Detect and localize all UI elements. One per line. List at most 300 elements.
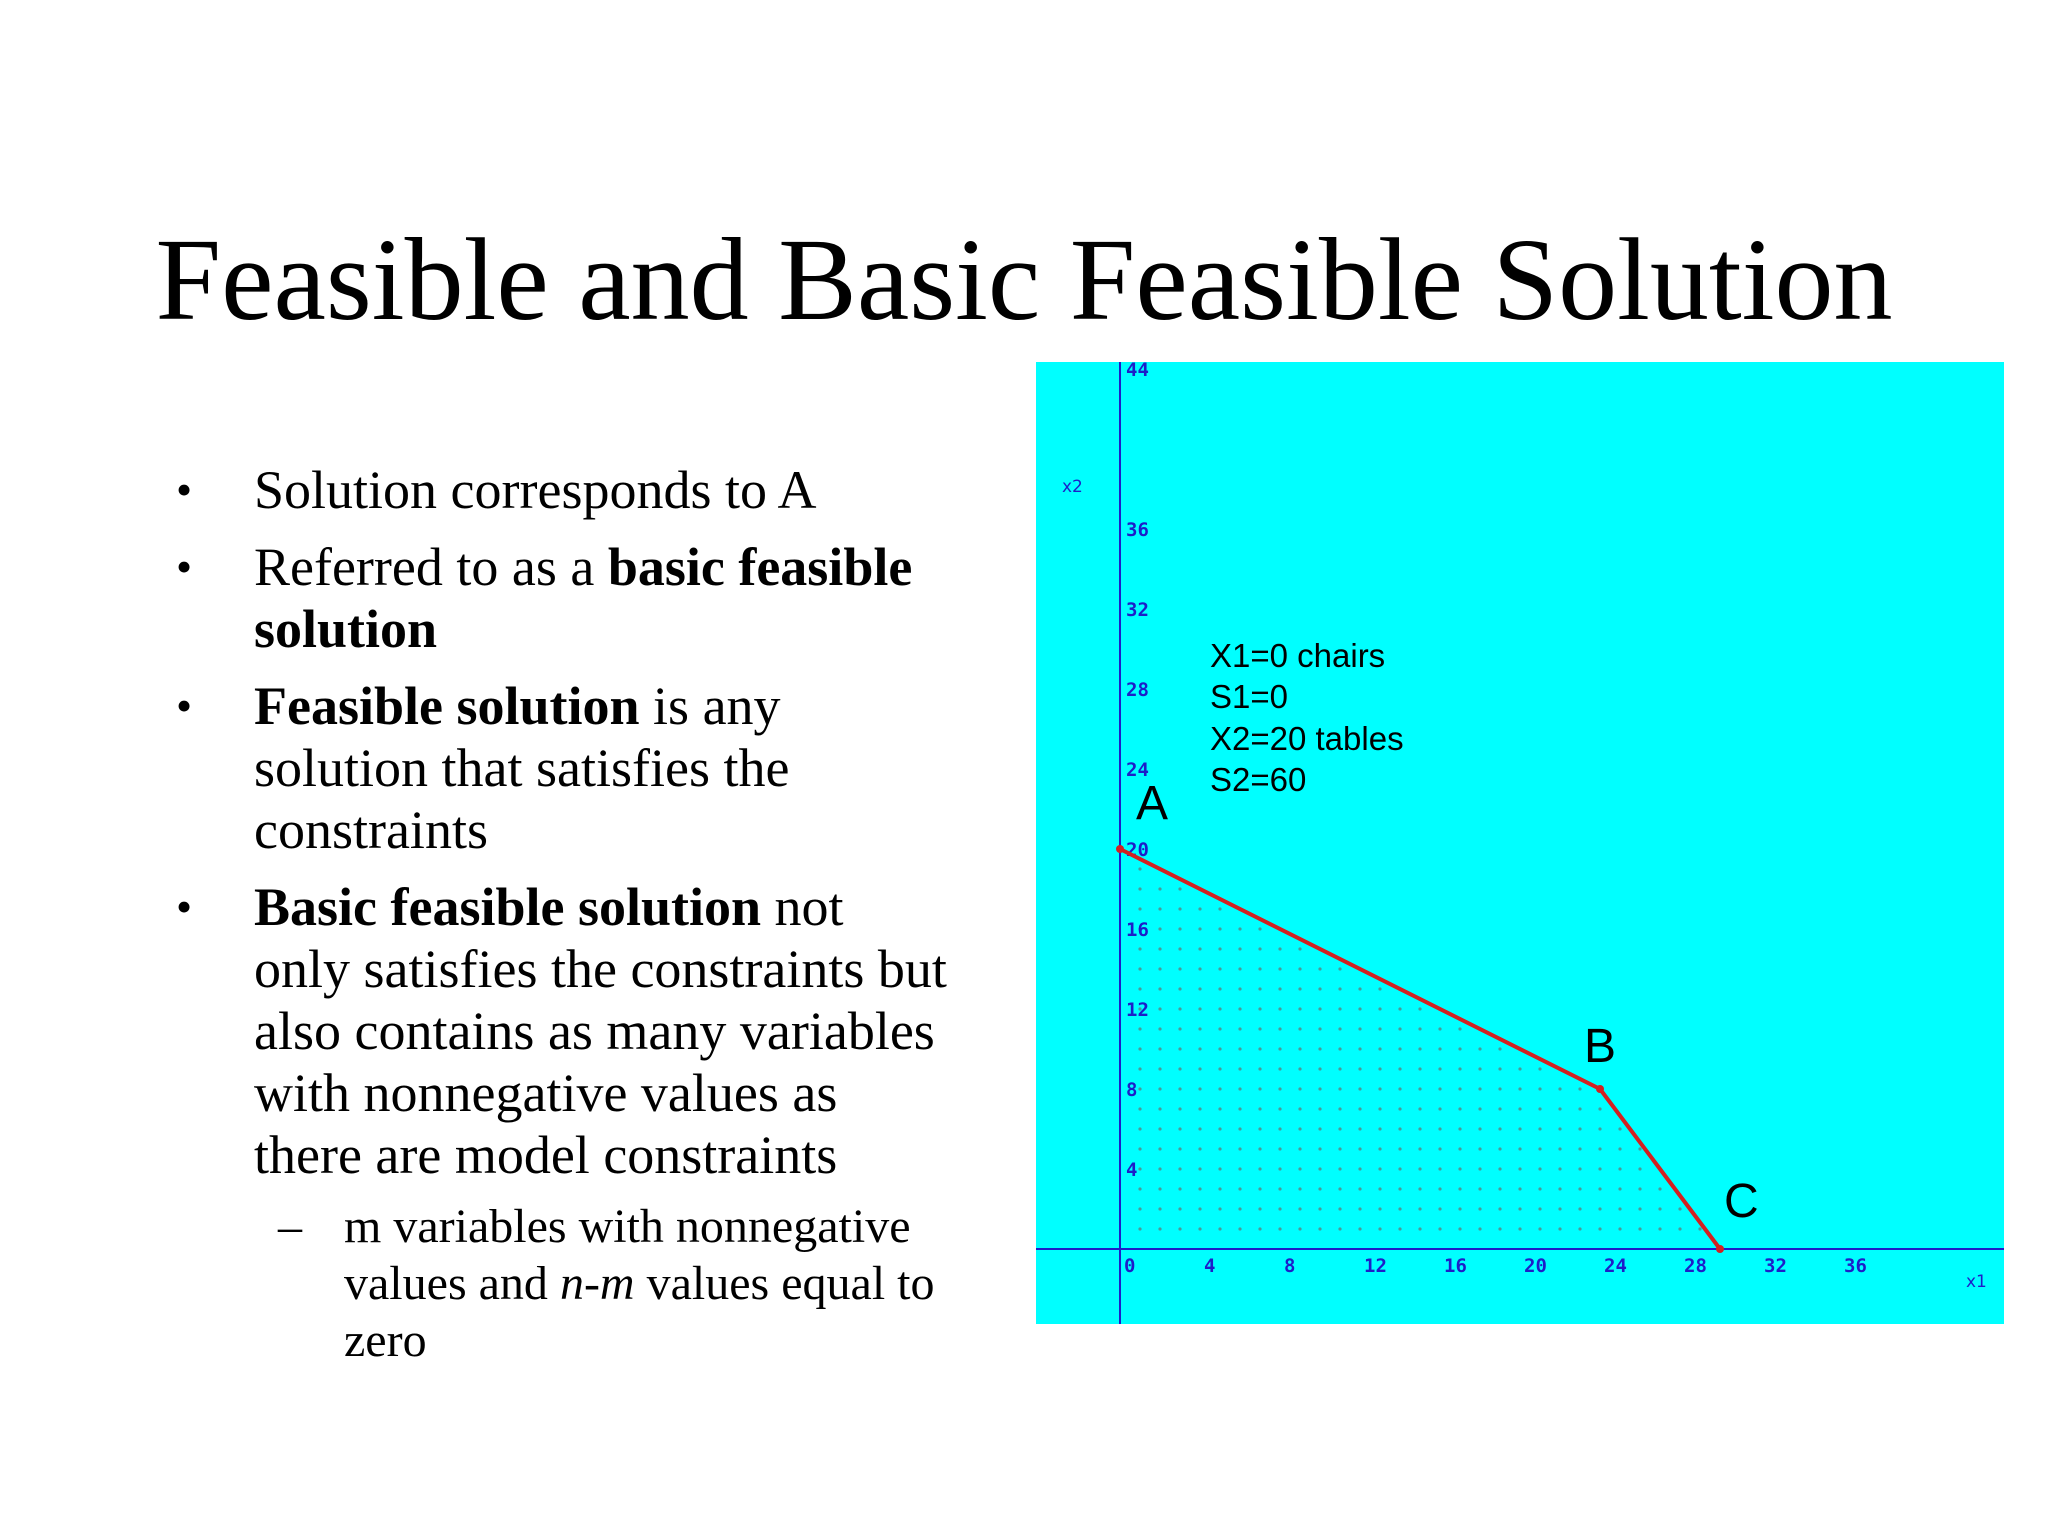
region-dot — [1358, 1227, 1361, 1230]
region-dot — [1258, 1187, 1261, 1190]
region-dot — [1178, 1047, 1181, 1050]
region-dot — [1138, 1047, 1141, 1050]
region-dot — [1458, 1187, 1461, 1190]
region-dot — [1178, 1127, 1181, 1130]
y-axis-label: x2 — [1062, 477, 1083, 497]
region-dot — [1278, 1227, 1281, 1230]
corner-point-a — [1116, 845, 1124, 853]
region-dot — [1378, 1167, 1381, 1170]
region-dot — [1398, 1227, 1401, 1230]
region-dot — [1218, 1167, 1221, 1170]
region-dot — [1318, 1007, 1321, 1010]
region-dot — [1218, 1047, 1221, 1050]
region-dot — [1258, 987, 1261, 990]
region-dot — [1558, 1107, 1561, 1110]
region-dot — [1678, 1227, 1681, 1230]
region-dot — [1498, 1207, 1501, 1210]
region-dot — [1158, 1107, 1161, 1110]
region-dot — [1358, 1047, 1361, 1050]
region-dot — [1198, 1227, 1201, 1230]
region-dot — [1158, 947, 1161, 950]
region-dot — [1638, 1167, 1641, 1170]
region-dot — [1478, 1127, 1481, 1130]
region-dot — [1458, 1107, 1461, 1110]
region-dot — [1218, 1187, 1221, 1190]
region-dot — [1198, 1127, 1201, 1130]
region-dot — [1178, 1147, 1181, 1150]
x-tick-label: 24 — [1604, 1255, 1627, 1277]
region-dot — [1598, 1107, 1601, 1110]
bullet-list — [0, 0, 1010, 1400]
region-dot — [1178, 1187, 1181, 1190]
region-dot — [1238, 947, 1241, 950]
region-dot — [1198, 1167, 1201, 1170]
region-dot — [1418, 1227, 1421, 1230]
region-dot — [1178, 967, 1181, 970]
y-axis-ticks — [1126, 362, 1149, 1181]
region-dot — [1198, 1087, 1201, 1090]
region-dot — [1158, 907, 1161, 910]
region-dot — [1218, 1207, 1221, 1210]
region-dot — [1538, 1227, 1541, 1230]
region-dot — [1258, 1027, 1261, 1030]
region-dot — [1138, 1147, 1141, 1150]
region-dot — [1158, 1127, 1161, 1130]
region-dot — [1298, 1147, 1301, 1150]
region-dot — [1438, 1207, 1441, 1210]
region-dot — [1318, 1127, 1321, 1130]
region-dot — [1538, 1147, 1541, 1150]
bullet-1-text: Solution corresponds to A — [254, 460, 817, 520]
region-dot — [1238, 1107, 1241, 1110]
region-dot — [1638, 1147, 1641, 1150]
region-dot — [1138, 1187, 1141, 1190]
region-dot — [1158, 887, 1161, 890]
region-dot — [1378, 1147, 1381, 1150]
info-x1: X1=0 chairs — [1210, 637, 1386, 674]
region-dot — [1218, 1007, 1221, 1010]
region-dot — [1278, 987, 1281, 990]
region-dot — [1138, 1227, 1141, 1230]
region-dot — [1518, 1187, 1521, 1190]
region-dot — [1338, 1147, 1341, 1150]
region-dot — [1298, 987, 1301, 990]
region-dot — [1238, 987, 1241, 990]
feasible-region-graph — [1036, 362, 2004, 1324]
solution-info — [1210, 637, 1404, 798]
region-dot — [1418, 1067, 1421, 1070]
region-dot — [1338, 1027, 1341, 1030]
bullet-2-line-1: Referred to as a basic feasible — [254, 537, 913, 597]
region-dot — [1218, 1027, 1221, 1030]
region-dot — [1298, 1207, 1301, 1210]
region-dot — [1318, 1167, 1321, 1170]
region-dot — [1298, 1227, 1301, 1230]
region-dot — [1138, 1067, 1141, 1070]
region-dot — [1218, 1067, 1221, 1070]
region-dot — [1198, 1147, 1201, 1150]
region-dot — [1238, 1067, 1241, 1070]
region-dot — [1598, 1207, 1601, 1210]
y-tick-label: 36 — [1126, 519, 1149, 541]
region-dot — [1318, 987, 1321, 990]
region-dot — [1518, 1167, 1521, 1170]
region-dot — [1138, 907, 1141, 910]
region-dot — [1258, 1167, 1261, 1170]
region-dot — [1638, 1207, 1641, 1210]
info-s2: S2=60 — [1210, 761, 1307, 798]
region-dot — [1178, 947, 1181, 950]
region-dot — [1178, 927, 1181, 930]
region-dot — [1178, 887, 1181, 890]
slide-title: Feasible and Basic Feasible Solution — [155, 214, 1893, 345]
region-dot — [1138, 887, 1141, 890]
region-dot — [1438, 1107, 1441, 1110]
region-dot — [1398, 1167, 1401, 1170]
region-dot — [1258, 947, 1261, 950]
region-dot — [1578, 1107, 1581, 1110]
region-dot — [1398, 1007, 1401, 1010]
region-dot — [1538, 1067, 1541, 1070]
region-dot — [1498, 1127, 1501, 1130]
region-dot — [1198, 1027, 1201, 1030]
region-dot — [1218, 1087, 1221, 1090]
region-dot — [1478, 1147, 1481, 1150]
region-dot — [1138, 1027, 1141, 1030]
region-dot — [1298, 1087, 1301, 1090]
region-dot — [1358, 1207, 1361, 1210]
region-dot — [1318, 1087, 1321, 1090]
region-dot — [1178, 907, 1181, 910]
region-dot — [1158, 1147, 1161, 1150]
info-s1: S1=0 — [1210, 678, 1288, 715]
region-dot — [1238, 1007, 1241, 1010]
region-dot — [1318, 1207, 1321, 1210]
region-dot — [1618, 1207, 1621, 1210]
region-dot — [1498, 1167, 1501, 1170]
region-dot — [1258, 1067, 1261, 1070]
region-dot — [1318, 1047, 1321, 1050]
region-dot — [1298, 947, 1301, 950]
region-dot — [1558, 1207, 1561, 1210]
region-dot — [1478, 1227, 1481, 1230]
region-dot — [1158, 1007, 1161, 1010]
x-tick-label: 36 — [1844, 1255, 1867, 1277]
y-tick-label: 28 — [1126, 679, 1149, 701]
region-dot — [1618, 1167, 1621, 1170]
region-dot — [1518, 1067, 1521, 1070]
region-dot — [1398, 1207, 1401, 1210]
region-dot — [1378, 1227, 1381, 1230]
region-dot — [1298, 1107, 1301, 1110]
bullet-2-line-2: solution — [254, 599, 438, 659]
bullet-4-line-4: with nonnegative values as — [254, 1063, 838, 1123]
region-dot — [1318, 1147, 1321, 1150]
region-dot — [1198, 907, 1201, 910]
point-label-c: C — [1724, 1175, 1759, 1228]
region-dot — [1438, 1167, 1441, 1170]
region-dot — [1238, 1187, 1241, 1190]
region-dot — [1278, 1147, 1281, 1150]
region-dot — [1598, 1127, 1601, 1130]
region-dot — [1338, 1227, 1341, 1230]
region-dot — [1138, 1127, 1141, 1130]
region-dot — [1278, 1087, 1281, 1090]
region-dot — [1378, 1207, 1381, 1210]
region-dot — [1278, 1067, 1281, 1070]
bullet-marker: • — [176, 541, 193, 592]
region-dot — [1198, 1207, 1201, 1210]
region-dot — [1598, 1227, 1601, 1230]
bullet-4-line-5: there are model constraints — [254, 1125, 838, 1185]
region-dot — [1438, 1027, 1441, 1030]
region-dot — [1358, 1007, 1361, 1010]
region-dot — [1458, 1127, 1461, 1130]
region-dot — [1258, 1207, 1261, 1210]
region-dot — [1198, 1007, 1201, 1010]
bullet-marker: • — [176, 464, 193, 515]
region-dot — [1198, 927, 1201, 930]
region-dot — [1438, 1147, 1441, 1150]
region-dot — [1578, 1147, 1581, 1150]
region-dot — [1238, 927, 1241, 930]
region-dot — [1438, 1047, 1441, 1050]
region-dot — [1498, 1087, 1501, 1090]
x-tick-label: 28 — [1684, 1255, 1707, 1277]
region-dot — [1138, 867, 1141, 870]
region-dot — [1438, 1227, 1441, 1230]
region-dot — [1358, 1087, 1361, 1090]
region-dot — [1278, 1187, 1281, 1190]
region-dot — [1538, 1167, 1541, 1170]
region-dot — [1278, 1047, 1281, 1050]
region-dot — [1558, 1127, 1561, 1130]
region-dot — [1498, 1227, 1501, 1230]
region-dot — [1338, 1047, 1341, 1050]
region-dot — [1278, 967, 1281, 970]
region-dot — [1538, 1107, 1541, 1110]
region-dot — [1238, 1147, 1241, 1150]
region-dot — [1518, 1207, 1521, 1210]
region-dot — [1178, 1227, 1181, 1230]
x-tick-label: 16 — [1444, 1255, 1467, 1277]
region-dot — [1378, 1067, 1381, 1070]
region-dot — [1578, 1187, 1581, 1190]
region-dot — [1598, 1167, 1601, 1170]
region-dot — [1258, 967, 1261, 970]
region-dot — [1478, 1167, 1481, 1170]
region-dot — [1458, 1047, 1461, 1050]
region-dot — [1238, 967, 1241, 970]
region-dot — [1198, 967, 1201, 970]
region-dot — [1458, 1227, 1461, 1230]
region-dot — [1278, 1167, 1281, 1170]
region-dot — [1458, 1167, 1461, 1170]
region-dot — [1418, 1207, 1421, 1210]
region-dot — [1498, 1187, 1501, 1190]
region-dot — [1518, 1127, 1521, 1130]
region-dot — [1298, 1127, 1301, 1130]
region-dot — [1318, 1107, 1321, 1110]
region-dot — [1178, 1027, 1181, 1030]
region-dot — [1398, 1047, 1401, 1050]
region-dot — [1658, 1187, 1661, 1190]
region-dot — [1158, 987, 1161, 990]
region-dot — [1298, 1047, 1301, 1050]
region-dot — [1538, 1207, 1541, 1210]
y-tick-label: 16 — [1126, 919, 1149, 941]
region-dot — [1338, 1187, 1341, 1190]
region-dot — [1358, 1167, 1361, 1170]
region-dot — [1158, 1207, 1161, 1210]
region-dot — [1618, 1127, 1621, 1130]
region-dot — [1678, 1207, 1681, 1210]
region-dot — [1178, 1067, 1181, 1070]
region-dot — [1558, 1167, 1561, 1170]
x-tick-label: 8 — [1284, 1255, 1296, 1277]
region-dot — [1138, 1207, 1141, 1210]
region-dot — [1518, 1107, 1521, 1110]
region-dot — [1338, 1067, 1341, 1070]
region-dot — [1158, 927, 1161, 930]
region-dot — [1658, 1227, 1661, 1230]
region-dot — [1358, 987, 1361, 990]
region-dot — [1278, 1007, 1281, 1010]
region-dot — [1418, 1147, 1421, 1150]
region-dot — [1538, 1087, 1541, 1090]
region-dot — [1198, 1047, 1201, 1050]
info-x2: X2=20 tables — [1210, 720, 1404, 757]
region-dot — [1378, 1087, 1381, 1090]
region-dot — [1378, 1007, 1381, 1010]
region-dot — [1338, 1007, 1341, 1010]
region-dot — [1158, 1187, 1161, 1190]
region-dot — [1138, 1087, 1141, 1090]
region-dot — [1378, 1187, 1381, 1190]
region-dot — [1578, 1227, 1581, 1230]
region-dot — [1438, 1067, 1441, 1070]
region-dot — [1398, 1147, 1401, 1150]
region-dot — [1498, 1067, 1501, 1070]
region-dot — [1198, 1107, 1201, 1110]
region-dot — [1358, 1187, 1361, 1190]
region-dot — [1258, 1107, 1261, 1110]
region-dot — [1178, 1207, 1181, 1210]
region-dot — [1338, 1207, 1341, 1210]
region-dot — [1358, 1147, 1361, 1150]
x-tick-label: 12 — [1364, 1255, 1387, 1277]
region-dot — [1518, 1087, 1521, 1090]
region-dot — [1278, 1107, 1281, 1110]
region-dot — [1498, 1107, 1501, 1110]
region-dot — [1198, 1067, 1201, 1070]
region-dot — [1258, 1047, 1261, 1050]
region-dot — [1178, 1007, 1181, 1010]
region-dot — [1138, 1107, 1141, 1110]
region-dot — [1298, 1007, 1301, 1010]
region-dot — [1418, 1107, 1421, 1110]
region-dot — [1298, 1067, 1301, 1070]
region-dot — [1518, 1227, 1521, 1230]
region-dot — [1438, 1127, 1441, 1130]
region-dot — [1238, 1127, 1241, 1130]
region-dot — [1618, 1187, 1621, 1190]
region-dot — [1698, 1227, 1701, 1230]
region-dot — [1318, 1227, 1321, 1230]
region-dot — [1538, 1127, 1541, 1130]
region-dot — [1178, 1167, 1181, 1170]
region-dot — [1258, 1147, 1261, 1150]
region-dot — [1258, 1087, 1261, 1090]
y-tick-label: 4 — [1126, 1159, 1138, 1181]
region-dot — [1198, 987, 1201, 990]
region-dot — [1258, 1227, 1261, 1230]
region-dot — [1658, 1207, 1661, 1210]
region-dot — [1238, 1047, 1241, 1050]
region-dot — [1478, 1107, 1481, 1110]
region-dot — [1398, 1187, 1401, 1190]
region-dot — [1478, 1187, 1481, 1190]
x-tick-label: 32 — [1764, 1255, 1787, 1277]
region-dot — [1338, 1087, 1341, 1090]
region-dot — [1378, 1107, 1381, 1110]
region-dot — [1298, 1167, 1301, 1170]
region-dot — [1358, 1107, 1361, 1110]
region-dot — [1358, 1027, 1361, 1030]
region-dot — [1478, 1207, 1481, 1210]
region-dot — [1378, 987, 1381, 990]
region-dot — [1278, 1127, 1281, 1130]
region-dot — [1178, 987, 1181, 990]
region-dot — [1598, 1187, 1601, 1190]
bullet-marker: • — [176, 680, 193, 731]
region-dot — [1278, 1027, 1281, 1030]
region-dot — [1618, 1147, 1621, 1150]
region-dot — [1278, 947, 1281, 950]
region-dot — [1158, 1067, 1161, 1070]
region-dot — [1398, 1107, 1401, 1110]
y-tick-label: 24 — [1126, 759, 1149, 781]
region-dot — [1298, 1027, 1301, 1030]
region-dot — [1258, 1127, 1261, 1130]
region-dot — [1138, 987, 1141, 990]
region-dot — [1378, 1047, 1381, 1050]
corner-point-c — [1716, 1245, 1724, 1253]
region-dot — [1398, 1087, 1401, 1090]
region-dot — [1558, 1187, 1561, 1190]
bullet-marker: • — [176, 881, 193, 932]
region-dot — [1278, 1207, 1281, 1210]
region-dot — [1398, 1127, 1401, 1130]
region-dot — [1538, 1187, 1541, 1190]
region-dot — [1218, 907, 1221, 910]
region-dot — [1198, 1187, 1201, 1190]
region-dot — [1238, 1167, 1241, 1170]
point-label-b: B — [1584, 1020, 1617, 1073]
region-dot — [1218, 967, 1221, 970]
region-dot — [1258, 1007, 1261, 1010]
region-dot — [1138, 1167, 1141, 1170]
region-dot — [1158, 1167, 1161, 1170]
region-dot — [1618, 1227, 1621, 1230]
region-dot — [1438, 1187, 1441, 1190]
region-dot — [1218, 927, 1221, 930]
bullet-4-line-2: only satisfies the constraints but — [254, 939, 947, 999]
region-dot — [1438, 1087, 1441, 1090]
region-dot — [1378, 1027, 1381, 1030]
bullet-3-line-2: solution that satisfies the — [254, 738, 790, 798]
x-tick-label: 0 — [1124, 1255, 1136, 1277]
